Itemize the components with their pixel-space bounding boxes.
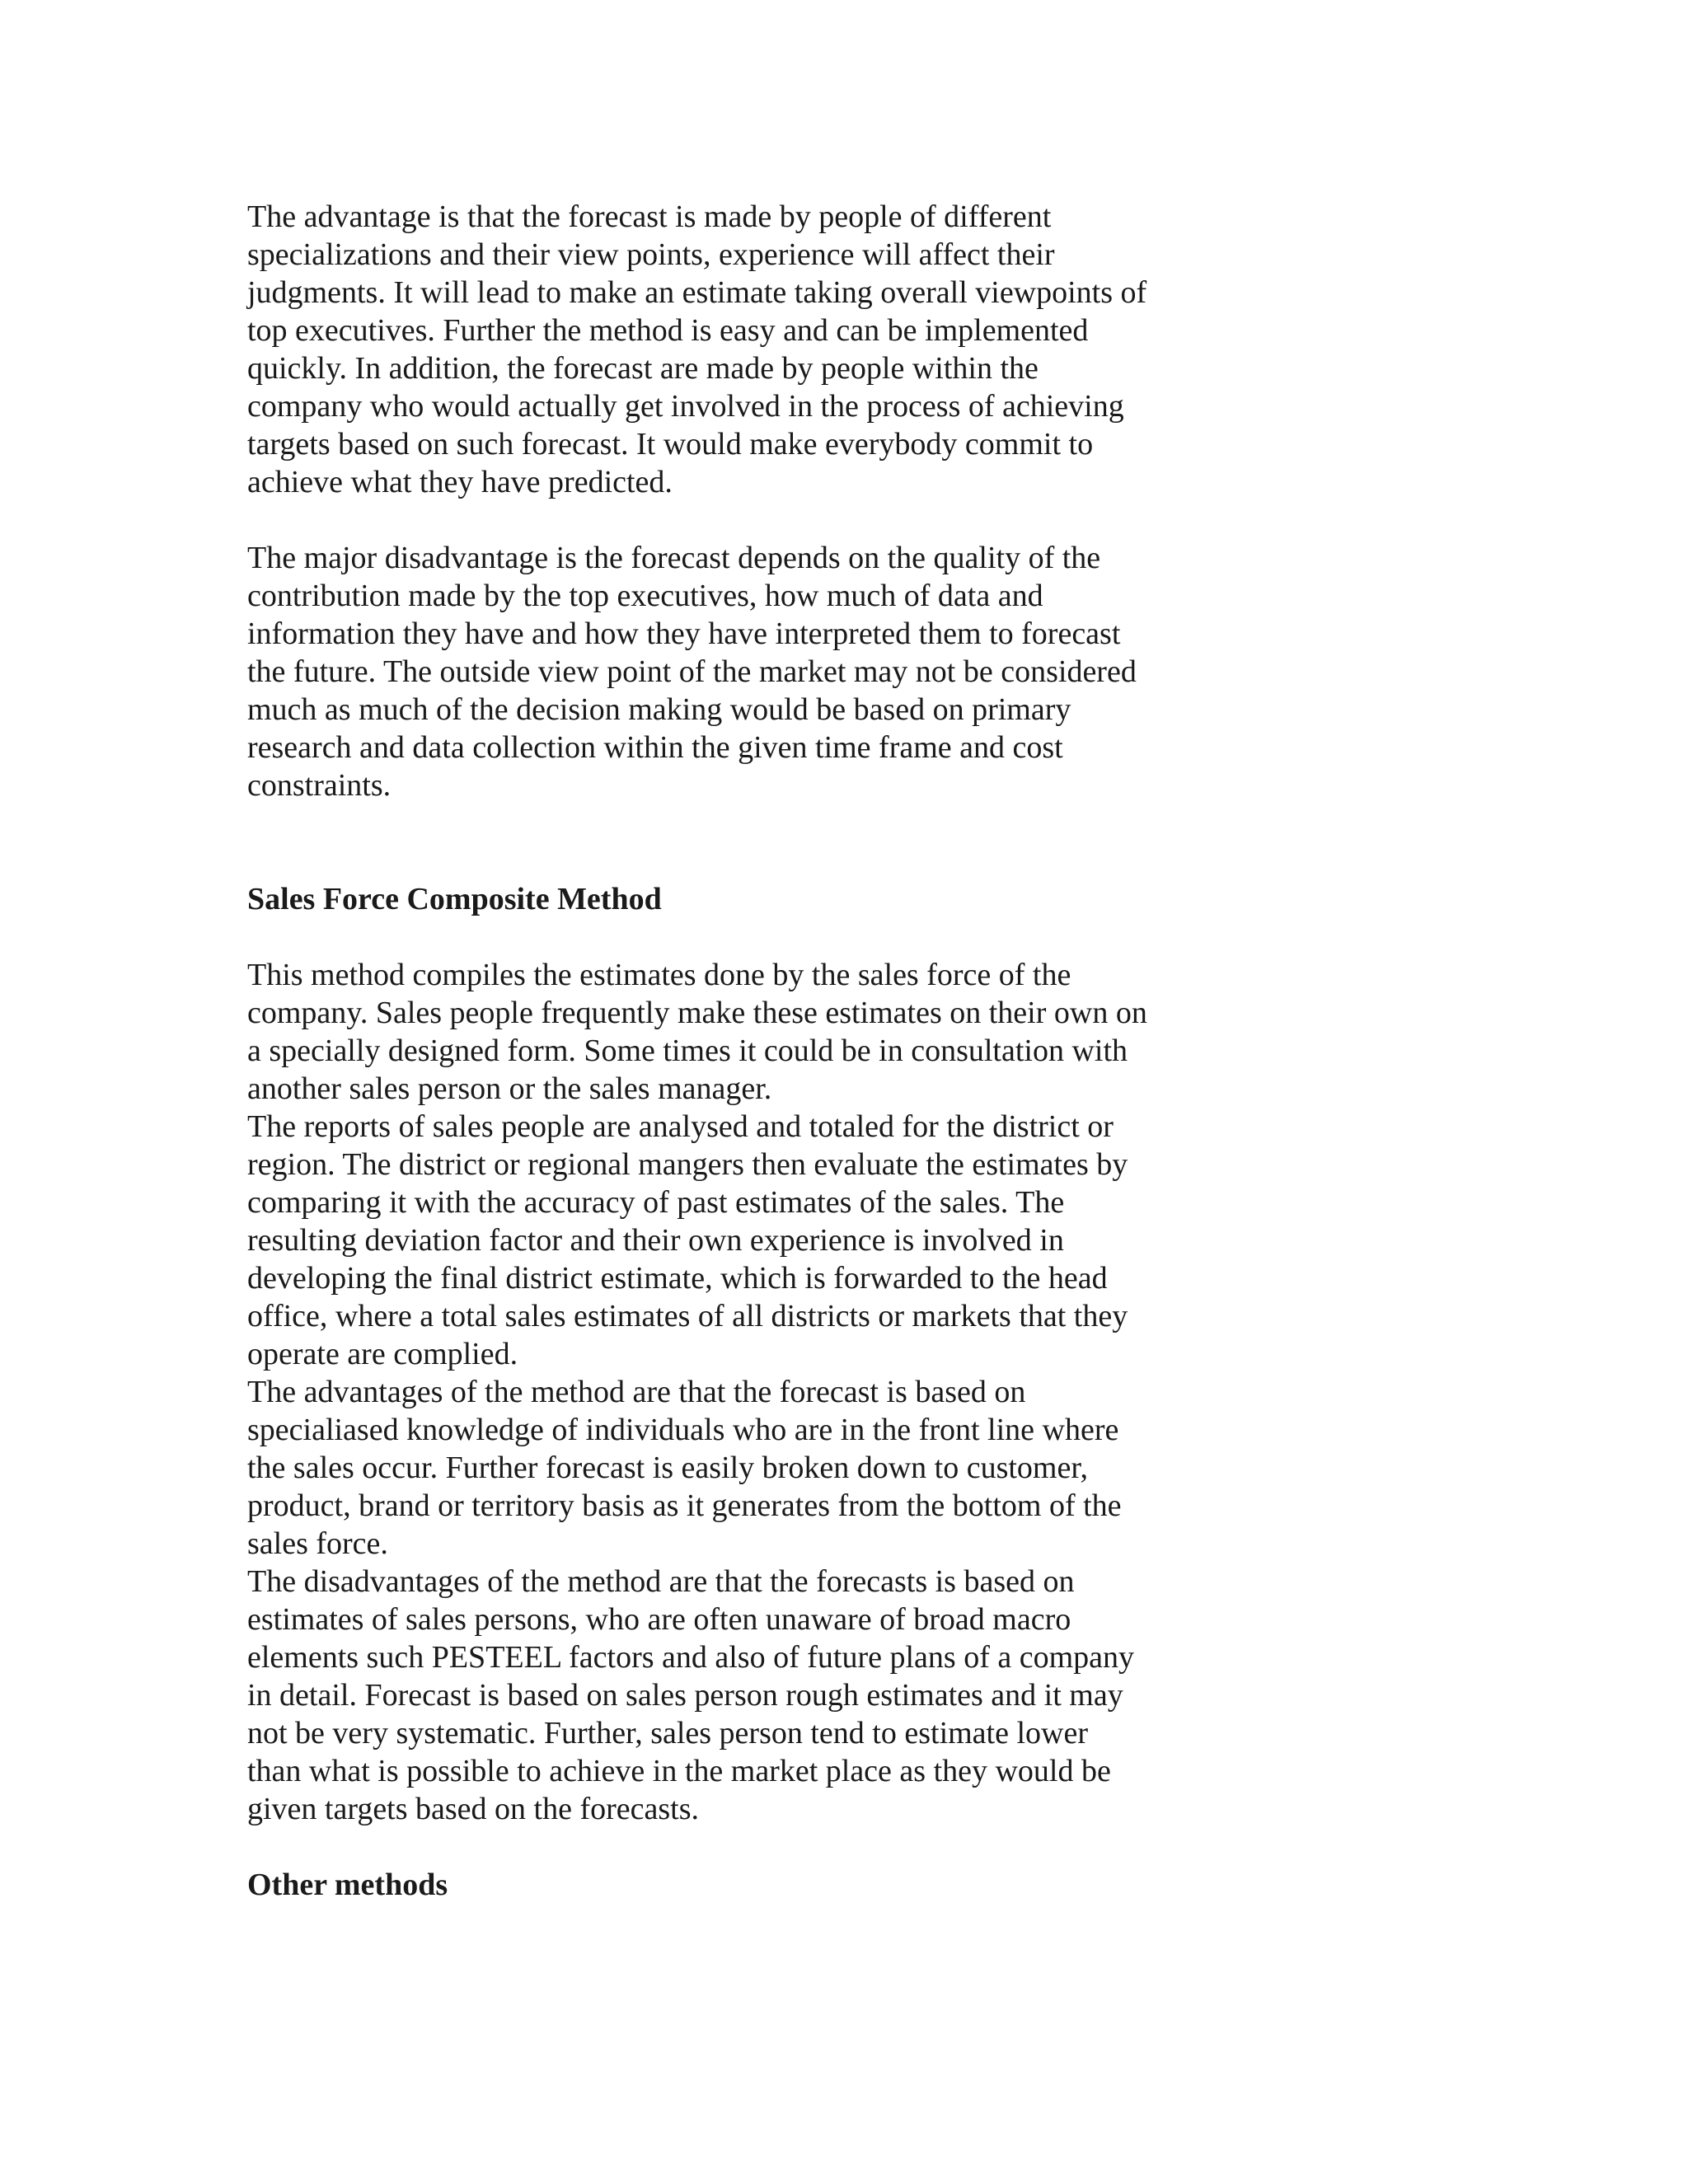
paragraph-method-advantages	[247, 1373, 1236, 1563]
text-line: The major disadvantage is the forecast depends on the quality of the	[247, 541, 1101, 575]
text-line: company. Sales people frequently make these estimates on their own on	[247, 996, 1147, 1030]
text-line: judgments. It will lead to make an estimate taking overall viewpoints of	[247, 275, 1147, 310]
text-line: contribution made by the top executives, how much of data and	[247, 579, 1043, 613]
text-line: constraints.	[247, 768, 392, 803]
text-line: specializations and their view points, experience will affect their	[247, 237, 1055, 272]
spacer	[247, 918, 1236, 956]
text-line: given targets based on the forecasts.	[247, 1792, 700, 1826]
spacer	[247, 501, 1236, 539]
text-line: estimates of sales persons, who are often unaware of broad macro	[247, 1602, 1071, 1637]
text-line: region. The district or regional mangers then evaluate the estimates by	[247, 1147, 1128, 1182]
paragraph-reports	[247, 1108, 1236, 1373]
text-line: office, where a total sales estimates of all districts or markets that they	[247, 1299, 1128, 1333]
text-line: sales force.	[247, 1526, 388, 1561]
text-line: much as much of the decision making would be based on primary	[247, 692, 1071, 727]
text-line: top executives. Further the method is easy and can be implemented	[247, 313, 1089, 348]
section-heading-other-methods: Other methods	[247, 1868, 448, 1902]
text-line: The disadvantages of the method are that the forecasts is based on	[247, 1564, 1075, 1599]
paragraph-disadvantage	[247, 539, 1236, 804]
text-line: comparing it with the accuracy of past estimates of the sales. The	[247, 1185, 1065, 1220]
text-line: The advantages of the method are that the forecast is based on	[247, 1375, 1026, 1409]
text-line: not be very systematic. Further, sales person tend to estimate lower	[247, 1716, 1088, 1750]
text-line: resulting deviation factor and their own experience is involved in	[247, 1223, 1064, 1258]
text-line: product, brand or territory basis as it generates from the bottom of the	[247, 1488, 1122, 1523]
text-line: company who would actually get involved in the process of achieving	[247, 389, 1124, 424]
text-line: achieve what they have predicted.	[247, 465, 673, 499]
paragraph-method-disadvantages	[247, 1563, 1236, 1828]
text-line: operate are complied.	[247, 1337, 518, 1371]
section-heading-sales-force: Sales Force Composite Method	[247, 882, 662, 916]
text-line: the sales occur. Further forecast is easily broken down to customer,	[247, 1451, 1088, 1485]
text-line: the future. The outside view point of the market may not be considered	[247, 654, 1137, 689]
document-page	[247, 198, 1236, 1904]
text-line: developing the final district estimate, which is forwarded to the head	[247, 1261, 1108, 1296]
text-line: targets based on such forecast. It would make everybody commit to	[247, 427, 1094, 462]
text-line: elements such PESTEEL factors and also of future plans of a company	[247, 1640, 1135, 1675]
paragraph-advantage	[247, 198, 1236, 501]
spacer	[247, 1828, 1236, 1866]
text-line: specialiased knowledge of individuals who are in the front line where	[247, 1413, 1119, 1447]
text-line: The advantage is that the forecast is made by people of different	[247, 199, 1052, 234]
text-line: This method compiles the estimates done by the sales force of the	[247, 958, 1071, 992]
text-line: in detail. Forecast is based on sales person rough estimates and it may	[247, 1678, 1123, 1713]
text-line: than what is possible to achieve in the market place as they would be	[247, 1754, 1111, 1788]
paragraph-method-intro	[247, 956, 1236, 1108]
text-line: research and data collection within the given time frame and cost	[247, 730, 1063, 765]
spacer	[247, 804, 1236, 880]
text-line: The reports of sales people are analysed and totaled for the district or	[247, 1109, 1114, 1144]
text-line: another sales person or the sales manager.	[247, 1071, 772, 1106]
text-line: information they have and how they have interpreted them to forecast	[247, 616, 1121, 651]
text-line: quickly. In addition, the forecast are made by people within the	[247, 351, 1039, 386]
text-line: a specially designed form. Some times it could be in consultation with	[247, 1033, 1128, 1068]
